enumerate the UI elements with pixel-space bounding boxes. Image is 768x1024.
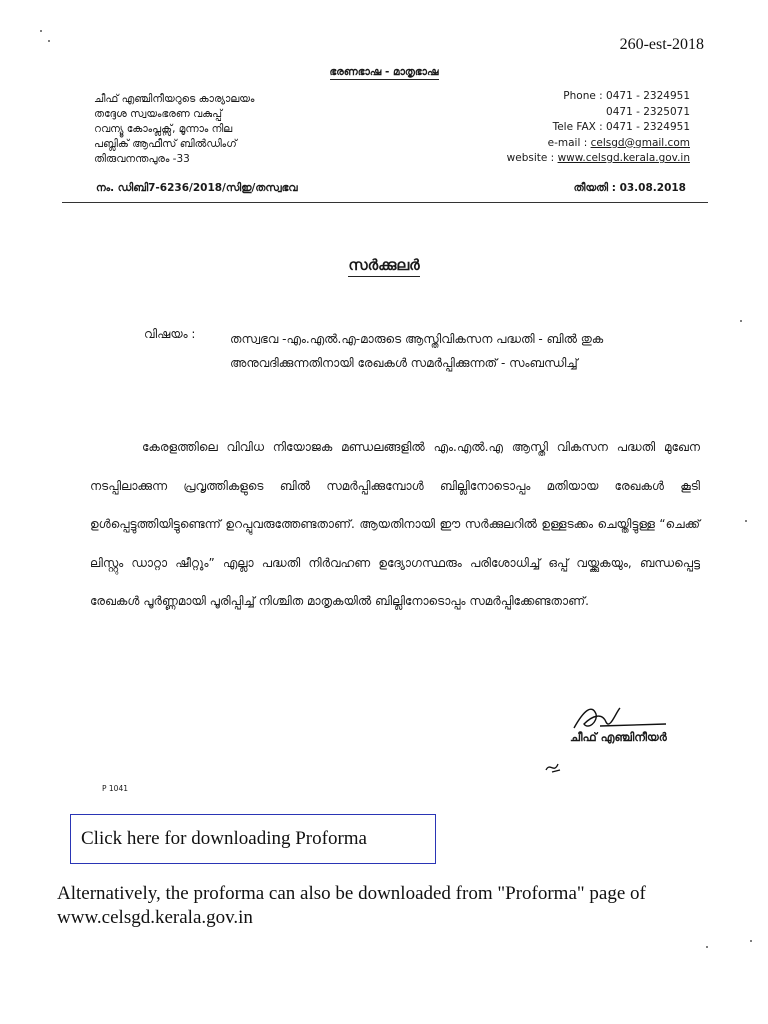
speck <box>706 946 708 948</box>
website-row <box>507 151 690 167</box>
phone-label: Phone : <box>563 90 603 102</box>
email-link[interactable]: celsgd@gmail.com <box>590 136 690 149</box>
contact-block <box>507 89 690 167</box>
office-address-block <box>94 92 254 167</box>
initial-mark <box>544 758 564 776</box>
subject-label: വിഷയം : <box>144 327 196 341</box>
date-value: 03.08.2018 <box>619 182 686 194</box>
phone-row-2 <box>507 105 690 121</box>
speck <box>40 30 42 32</box>
official-language-tagline <box>0 66 768 79</box>
fax-number: 0471 - 2324951 <box>606 121 690 133</box>
phone-row <box>507 89 690 105</box>
website-label: website : <box>506 152 555 164</box>
office-line: തദ്ദേശ സ്വയംഭരണ വകുപ്പ് <box>94 108 222 120</box>
alternative-download-note: Alternatively, the proforma can also be downloaded from "Proforma" page of www.celsgd.kerala.gov.in <box>57 883 646 928</box>
office-line: ചീഫ് എഞ്ചിനീയറുടെ കാര്യാലയം <box>94 93 255 105</box>
footer-code: P 1041 <box>102 784 128 793</box>
reference-number: നം. ഡിബി7-6236/2018/സിഇ/തസ്വഭവ <box>96 182 298 194</box>
office-line: റവന്യൂ കോംപ്ലക്സ്, മൂന്നാം നില <box>94 123 233 135</box>
office-line: തിരുവനന്തപുരം -33 <box>94 153 190 165</box>
subject-text: തസ്വഭവ -എം.എൽ.എ-മാരുടെ ആസ്തിവികസന പദ്ധതി - ബിൽ തുക അനുവദിക്കുന്നതിനായി രേഖകൾ സമർപ്പിക്കുന്നത് - സംബന്ധിച്ച് <box>230 332 604 370</box>
fax-row <box>507 120 690 136</box>
tagline-text: ഭരണഭാഷ - മാതൃഭാഷ <box>329 66 439 78</box>
circular-heading <box>0 256 768 274</box>
date-line <box>574 182 686 195</box>
document-reference-code: 260-est-2018 <box>619 36 704 53</box>
date-label: തീയതി : <box>573 182 616 194</box>
header-divider <box>62 202 708 203</box>
speck <box>750 940 752 942</box>
phone-number-2: 0471 - 2325071 <box>606 105 690 118</box>
circular-body-paragraph: കേരളത്തിലെ വിവിധ നിയോജക മണ്ഡലങ്ങളിൽ എം.എൽ.എ ആസ്തി വികസന പദ്ധതി മുഖേന നടപ്പിലാക്കുന്ന പ്രവൃത്തികളുടെ ബിൽ സമർപ്പിക്കുമ്പോൾ ബില്ലിനോടൊപ്പം മതിയായ രേഖകൾ കൂടി ഉൾപ്പെട്ടുത്തിയിട്ടുണ്ടെന്ന് ഉറപ്പുവരുത്തേണ്ടതാണ്. ആയതിനായി ഈ സർക്കുലറിൽ ഉള്ളടക്കം ചെയ്തിട്ടുള്ള “ചെക്ക് ലിസ്റ്റും ഡാറ്റാ ഷീറ്റും” എല്ലാ പദ്ധതി നിർവഹണ ഉദ്യോഗസ്ഥരും പരിശോധിച്ച് ഒപ്പ് വയ്ക്കുകയും, ബന്ധപ്പെട്ട രേഖകൾ പൂർണ്ണമായി പൂരിപ്പിച്ച് നിശ്ചിത മാതൃകയിൽ ബില്ലിനോടൊപ്പം സമർപ്പിക്കേണ്ടതാണ്. <box>90 440 700 608</box>
office-line: പബ്ലിക് ആഫീസ് ബിൽഡിംഗ് <box>94 138 237 150</box>
email-label: e-mail : <box>547 136 588 149</box>
website-link[interactable]: www.celsgd.kerala.gov.in <box>557 152 690 164</box>
signatory-title: ചീഫ് എഞ്ചിനീയർ <box>570 730 667 744</box>
speck <box>745 520 747 522</box>
phone-number-1: 0471 - 2324951 <box>606 90 690 102</box>
speck <box>740 320 742 322</box>
download-proforma-link[interactable]: Click here for downloading Proforma <box>70 814 436 864</box>
speck <box>48 40 50 42</box>
email-row <box>507 136 690 152</box>
fax-label: Tele FAX : <box>552 121 603 133</box>
heading-text: സർക്കുലർ <box>348 256 419 277</box>
